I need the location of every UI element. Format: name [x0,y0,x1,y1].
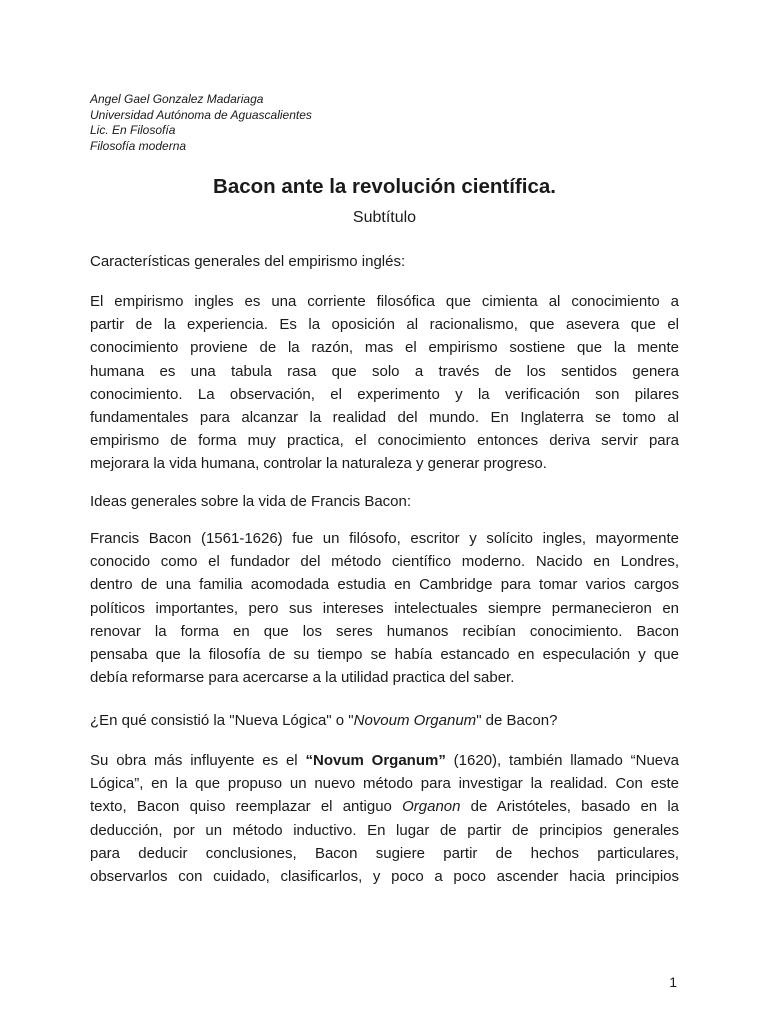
paragraph-line: conocimiento proviene de la razón, mas el empirismo sostiene que la mente [90,339,679,357]
heading-italic-text: Novoum Organum [353,712,477,729]
paragraph-empirismo [90,290,679,476]
paragraph-line: para deducir conclusiones, Bacon sugiere partir de hechos particulares, [90,844,679,862]
line-text: Su obra más influyente es el [90,752,306,769]
document-page [90,0,679,1024]
paragraph-line: humana es una tabula rasa que solo a través de los sentidos genera [90,362,679,380]
paragraph-line: mejorara la vida humana, controlar la naturaleza y generar progreso. [90,455,547,473]
section-heading-bacon-life: Ideas generales sobre la vida de Francis Bacon: [90,493,412,510]
document-subtitle: Subtítulo [352,209,417,226]
paragraph-line: conocido como el fundador del método científico moderno. Nacido en Londres, [90,553,679,571]
paragraph-bacon-life [90,527,679,689]
line-text: texto, Bacon quiso reemplazar el antiguo [90,798,403,816]
course-name: Filosofía moderna [90,139,187,154]
author-header [90,92,312,155]
paragraph-line: fundamentales para alcanzar la realidad del mundo. En Inglaterra se tomo al [90,409,679,427]
paragraph-line: observarlos con cuidado, clasificarlos, y poco a poco ascender hacia principios [90,868,679,886]
section-heading-novum-organum [90,709,679,732]
paragraph-line: El empirismo ingles es una corriente filosófica que cimienta al conocimiento a [90,293,679,310]
paragraph-line: renovar la forma en que los seres humanos recibían conocimiento. Bacon [90,622,679,640]
italic-title-text: Organon [402,798,461,816]
line-text: (1620), también llamado “Nueva [445,752,679,769]
bold-title-text: “Novum Organum” [305,752,446,769]
paragraph-line: conocimiento. La observación, el experimento y la verificación son pilares [90,385,679,403]
document-title: Bacon ante la revolución científica. [213,175,556,198]
paragraph-line: pensaba que la filosofía de su tiempo se había estancado en especulación y que [90,646,679,664]
paragraph-line: Lógica”, en la que propuso un nuevo método para investigar la realidad. Con este [90,775,679,793]
line-text: de Aristóteles, basado en la [460,798,679,816]
author-name: Angel Gael Gonzalez Madariaga [90,92,264,106]
university-name: Universidad Autónoma de Aguascalientes [90,107,312,122]
paragraph-line: dentro de una familia acomodada estudia en Cambridge para tomar varios cargos [90,576,679,594]
section-heading-empirismo: Características generales del empirismo inglés: [90,253,406,270]
heading-text: " de Bacon? [476,712,558,729]
paragraph-line: empirismo de forma muy practica, el conocimiento entonces deriva servir para [90,432,679,450]
paragraph-line: debía reformarse para acercarse a la utilidad practica del saber. [90,669,515,687]
paragraph-line: deducción, por un método inductivo. En lugar de partir de principios generales [90,821,679,839]
paragraph-line: políticos importantes, pero sus intereses intelectuales siempre permanecieron en [90,599,679,617]
heading-text: ¿En qué consistió la "Nueva Lógica" o " [90,712,354,729]
paragraph-line: Francis Bacon (1561-1626) fue un filósofo, escritor y solícito ingles, mayormente [90,530,679,547]
degree-name: Lic. En Filosofía [90,123,176,138]
page-number: 1 [669,974,677,990]
paragraph-line [90,795,679,818]
paragraph-line: partir de la experiencia. Es la oposición al racionalismo, que asevera que el [90,316,679,334]
paragraph-novum-organum [90,749,679,888]
paragraph-line [90,749,679,772]
